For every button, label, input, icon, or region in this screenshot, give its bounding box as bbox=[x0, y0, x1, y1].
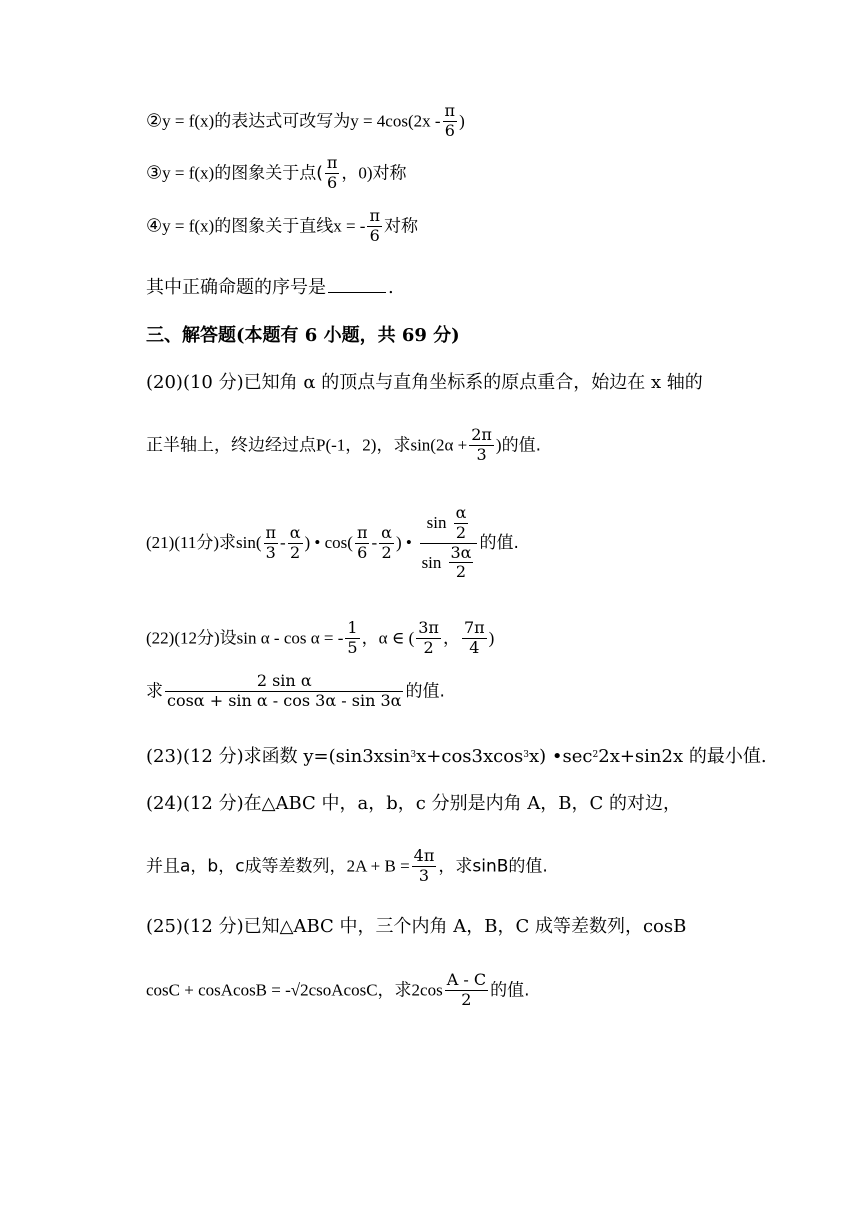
math-text: 2A + B = bbox=[346, 856, 410, 876]
answer-blank bbox=[328, 292, 386, 293]
math-text: y = 4cos(2x - bbox=[350, 111, 441, 131]
text: x+cos3xcos bbox=[416, 746, 524, 767]
math-text: x = - bbox=[333, 216, 366, 236]
question-number: (21)(11分)求 bbox=[146, 533, 237, 553]
denominator: 2 bbox=[461, 989, 472, 1009]
denominator: 3 bbox=[265, 542, 276, 562]
math-text: y = f(x) bbox=[162, 111, 215, 131]
denominator: 3 bbox=[476, 444, 487, 464]
q24-line2 bbox=[146, 848, 548, 885]
denominator: 6 bbox=[444, 120, 455, 140]
denominator: 6 bbox=[369, 225, 380, 245]
numerator: 1 bbox=[347, 618, 358, 637]
numerator: 3α bbox=[450, 542, 472, 562]
fraction bbox=[355, 522, 370, 562]
proposition-4 bbox=[146, 208, 418, 245]
proposition-3 bbox=[146, 155, 407, 192]
fraction bbox=[412, 848, 437, 885]
superscript: 2 bbox=[592, 750, 599, 760]
denominator: 6 bbox=[327, 172, 338, 192]
math-text: ) bbox=[459, 111, 465, 131]
fraction bbox=[469, 427, 494, 464]
fraction bbox=[416, 620, 441, 657]
q24-line1: (24)(12 分)在△ABC 中，a，b，c 分别是内角 A，B，C 的对边， bbox=[146, 793, 682, 814]
denominator: 3 bbox=[418, 865, 430, 885]
chinese-text: 的值. bbox=[405, 681, 445, 702]
chinese-text: ，求sinB的值. bbox=[438, 856, 548, 877]
chinese-text: 并且a，b，c成等差数列， bbox=[146, 856, 347, 877]
numerator: π bbox=[369, 206, 380, 225]
denominator: 5 bbox=[347, 637, 358, 657]
fraction bbox=[443, 103, 458, 140]
period: . bbox=[388, 277, 394, 298]
item-number: ④ bbox=[146, 215, 163, 237]
numerator: α bbox=[289, 522, 301, 542]
chinese-text: 的值. bbox=[479, 533, 519, 554]
math-text: ，α ∈ ( bbox=[361, 628, 415, 648]
text: 2x+sin2x 的最小值. bbox=[598, 746, 767, 767]
numerator: π bbox=[326, 153, 338, 172]
compound-fraction bbox=[420, 505, 478, 581]
math-text: y = f(x) bbox=[162, 163, 215, 183]
numerator: 3π bbox=[418, 618, 439, 637]
math-text: sin( bbox=[236, 533, 262, 553]
fraction bbox=[325, 155, 340, 192]
question-number: (22)(12分)设 bbox=[146, 628, 237, 648]
denominator: 6 bbox=[357, 542, 368, 562]
text: x) •sec bbox=[529, 746, 593, 767]
math-text: - bbox=[371, 533, 378, 553]
chinese-text: 正半轴上，终边经过点 bbox=[146, 435, 316, 456]
compound-numerator bbox=[420, 505, 478, 544]
numerator: 2π bbox=[471, 425, 492, 444]
q20-line1: (20)(10 分)已知角 α 的顶点与直角坐标系的原点重合，始边在 x 轴的 bbox=[146, 372, 703, 393]
numerator: α bbox=[381, 522, 392, 542]
q25-line2 bbox=[146, 972, 529, 1009]
denominator: 2 bbox=[455, 522, 467, 542]
math-text: P(-1，2)，求 bbox=[316, 435, 411, 455]
numerator: π bbox=[356, 522, 368, 542]
numerator: 7π bbox=[463, 618, 485, 637]
math-text: sin α - cos α = - bbox=[236, 628, 344, 648]
math-text: sin(2α + bbox=[410, 435, 468, 455]
numerator: A - C bbox=[446, 970, 487, 989]
fraction bbox=[345, 620, 359, 657]
math-text: - bbox=[280, 533, 286, 553]
numerator: 4π bbox=[413, 846, 435, 865]
fraction bbox=[445, 972, 488, 1009]
prompt-text: 其中正确命题的序号是 bbox=[146, 277, 326, 298]
math-text: ， bbox=[442, 628, 460, 648]
fraction bbox=[379, 522, 394, 562]
denominator: cosα + sin α - cos 3α - sin 3α bbox=[167, 690, 402, 710]
fraction bbox=[454, 505, 469, 542]
fraction bbox=[367, 208, 382, 245]
denominator: 2 bbox=[455, 562, 467, 582]
numerator: α bbox=[455, 503, 467, 522]
math-text: ) • bbox=[395, 533, 412, 553]
math-text: sin bbox=[426, 512, 447, 532]
denominator: 2 bbox=[381, 542, 392, 562]
q22-line1 bbox=[146, 620, 494, 657]
chinese-text: 的表达式可改写为 bbox=[214, 111, 351, 132]
math-text: ) • cos( bbox=[304, 533, 353, 553]
item-number: ③ bbox=[146, 162, 163, 184]
fraction bbox=[462, 620, 487, 657]
superscript: 3 bbox=[523, 750, 530, 760]
q23-line bbox=[146, 748, 767, 766]
fraction bbox=[264, 522, 279, 562]
denominator: 2 bbox=[290, 542, 301, 562]
fraction bbox=[288, 522, 303, 562]
q20-line2 bbox=[146, 427, 541, 464]
q25-line1: (25)(12 分)已知△ABC 中，三个内角 A，B，C 成等差数列，cosB bbox=[146, 916, 687, 937]
math-text: ) bbox=[488, 628, 495, 648]
chinese-text: 对称 bbox=[372, 163, 407, 184]
math-text: ) bbox=[495, 435, 502, 455]
section-title: 三、解答题(本题有 6 小题，共 69 分) bbox=[146, 325, 460, 346]
chinese-text: 的图象关于点( bbox=[214, 163, 323, 184]
superscript: 3 bbox=[410, 750, 417, 760]
chinese-text: 的图象关于直线 bbox=[214, 216, 334, 237]
compound-denominator bbox=[420, 544, 478, 582]
chinese-text: 对称 bbox=[383, 216, 418, 237]
numerator: π bbox=[265, 522, 277, 542]
numerator: π bbox=[444, 101, 456, 120]
item-number: ② bbox=[146, 110, 163, 132]
math-text: cosC + cosAcosB = -√2csoAcosC，求2cos bbox=[146, 980, 443, 1000]
q21-line bbox=[146, 505, 519, 581]
text: (23)(12 分)求函数 y=(sin3xsin bbox=[146, 746, 411, 767]
denominator: 2 bbox=[423, 637, 434, 657]
math-text: sin bbox=[421, 552, 442, 572]
denominator: 4 bbox=[469, 637, 480, 657]
chinese-text: 的值. bbox=[501, 435, 541, 456]
answer-line bbox=[146, 279, 394, 297]
math-text: y = f(x) bbox=[162, 216, 215, 236]
q22-line2 bbox=[146, 673, 445, 710]
chinese-text: 求 bbox=[146, 681, 163, 702]
big-fraction bbox=[165, 673, 403, 710]
fraction bbox=[449, 542, 474, 582]
math-text: ，0) bbox=[341, 163, 373, 183]
numerator: 2 sin α bbox=[165, 673, 403, 692]
proposition-2 bbox=[146, 103, 465, 140]
chinese-text: 的值. bbox=[490, 980, 530, 1001]
